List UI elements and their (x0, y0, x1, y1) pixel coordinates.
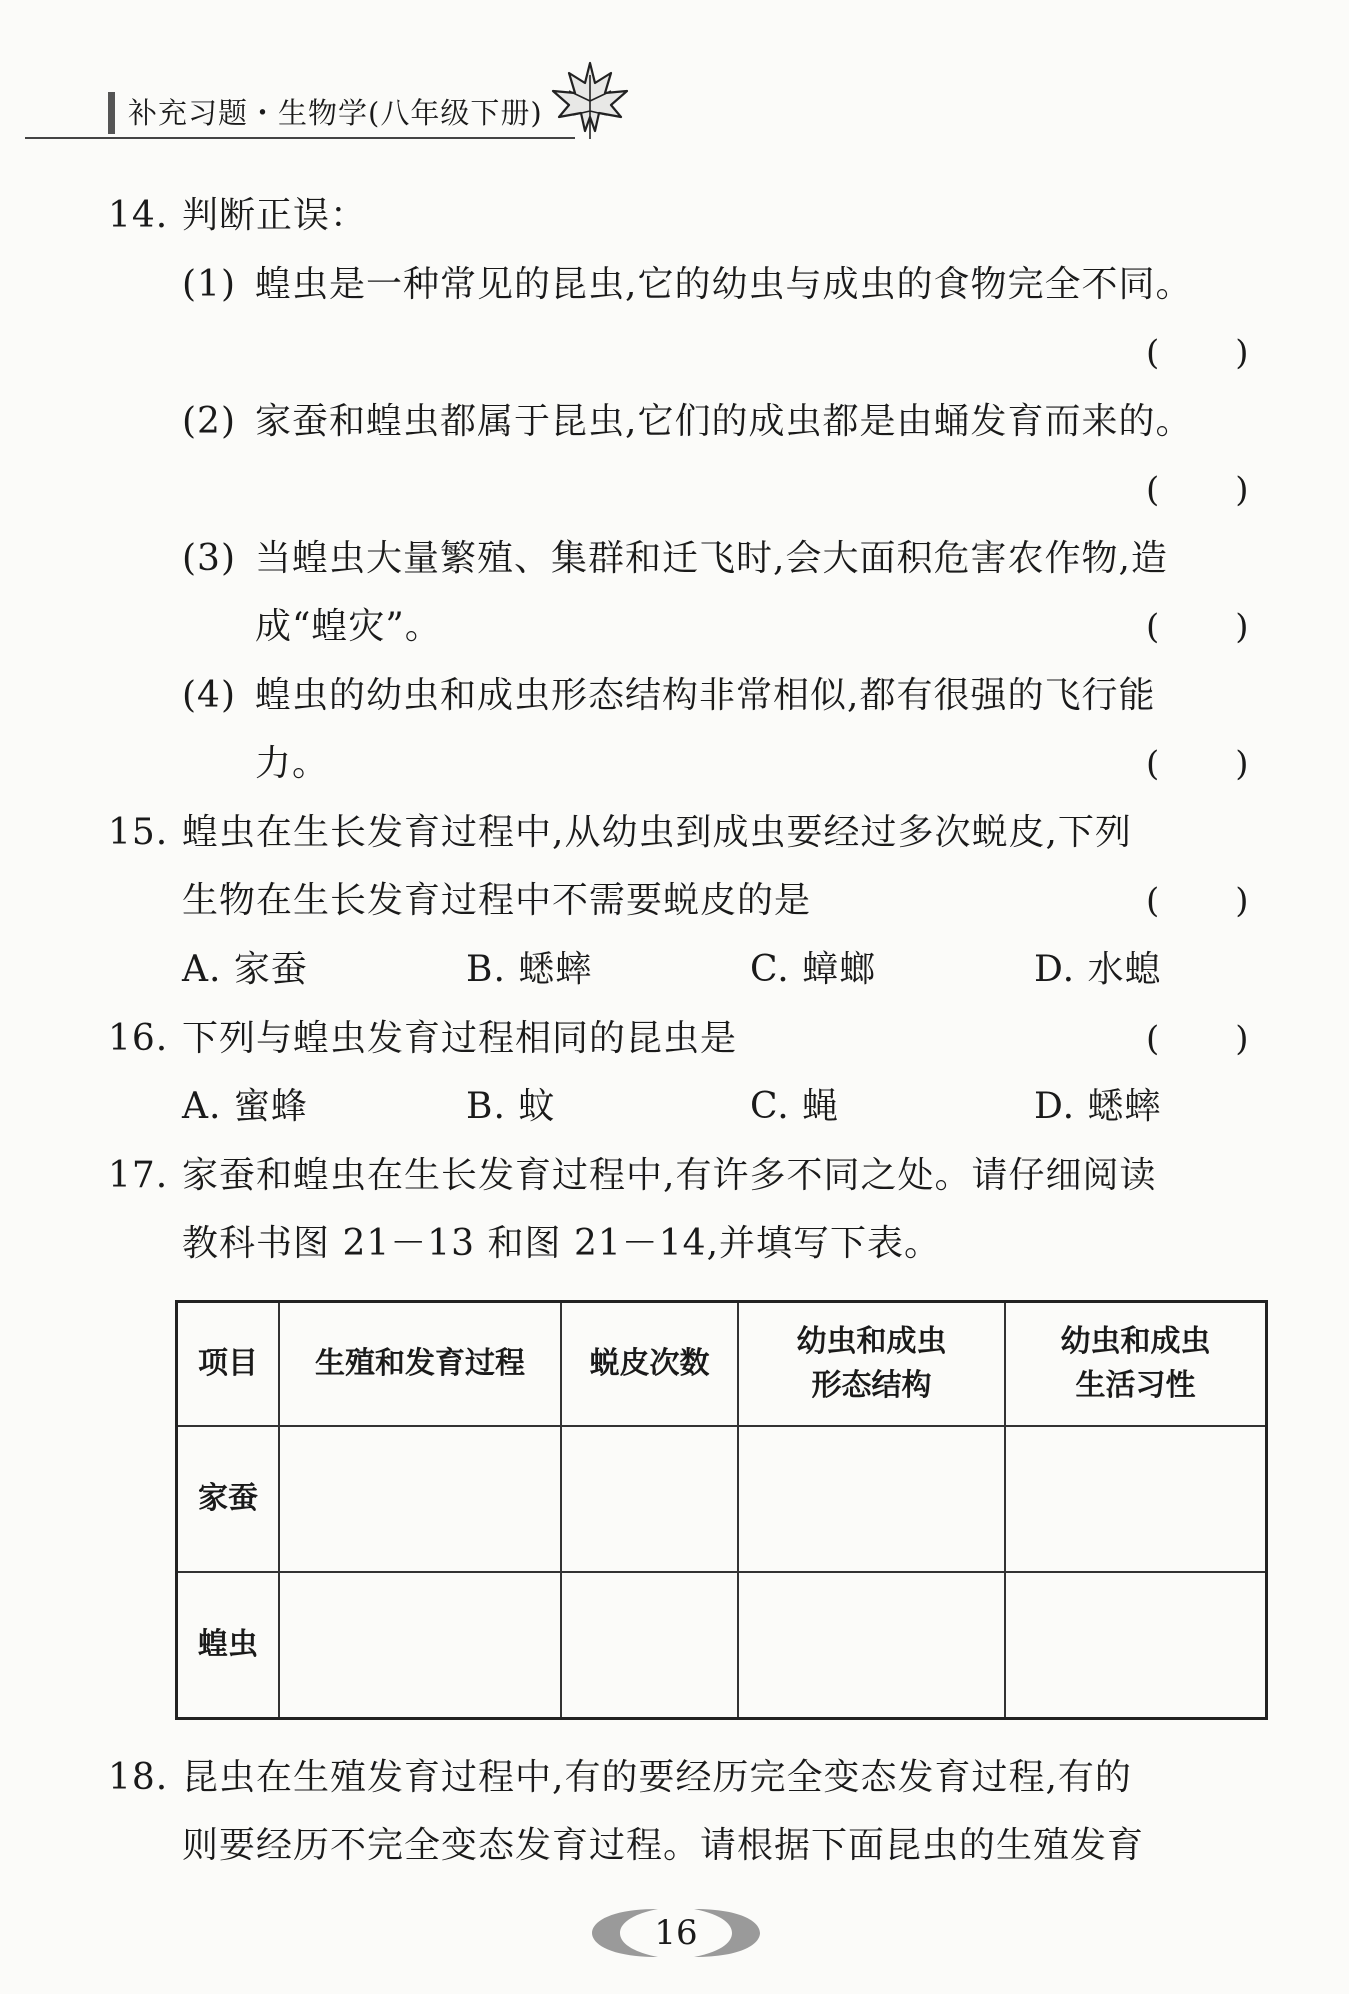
q16-text: 下列与蝗虫发育过程相同的昆虫是 (182, 1018, 738, 1059)
q14-4-text-line2: 力。 (255, 743, 330, 784)
table-cell-locust-habits[interactable] (1005, 1572, 1267, 1718)
q14-2-text: 家蚕和蝗虫都属于昆虫,它们的成虫都是由蛹发育而来的。 (255, 401, 1193, 442)
q16-option-a[interactable]: A. 蜜蜂 (182, 1086, 308, 1127)
table-cell-silkworm-habits[interactable] (1005, 1426, 1267, 1572)
q15-option-a[interactable]: A. 家蚕 (182, 949, 308, 990)
q16-option-d[interactable]: D. 蟋蟀 (1034, 1086, 1162, 1127)
table-header-molts: 蜕皮次数 (561, 1302, 738, 1426)
q14-1-number: (1) (182, 264, 236, 305)
table-header-item: 项目 (177, 1302, 280, 1426)
q15-answer-blank[interactable]: ( ) (1146, 881, 1249, 921)
q15-option-b[interactable]: B. 蟋蟀 (466, 949, 593, 990)
q18-number: 18. (108, 1757, 169, 1798)
book-title: 补充习题・生物学(八年级下册) (128, 96, 543, 130)
q14-2-answer-blank[interactable]: ( ) (1146, 470, 1249, 510)
q17-text-line2: 教科书图 21－13 和图 21－14,并填写下表。 (182, 1223, 942, 1264)
q16-number: 16. (108, 1018, 169, 1059)
q14-1-text: 蝗虫是一种常见的昆虫,它的幼虫与成虫的食物完全不同。 (255, 264, 1193, 305)
q14-3-number: (3) (182, 538, 236, 579)
q14-3-text-line1: 当蝗虫大量繁殖、集群和迁飞时,会大面积危害农作物,造 (255, 538, 1168, 579)
q14-1-answer-blank[interactable]: ( ) (1146, 333, 1249, 373)
q14-4-answer-blank[interactable]: ( ) (1146, 744, 1249, 784)
q16-option-b[interactable]: B. 蚊 (466, 1086, 556, 1127)
header-rule (25, 137, 575, 139)
table-header-process: 生殖和发育过程 (279, 1302, 561, 1426)
table-cell-silkworm-process[interactable] (279, 1426, 561, 1572)
q17-number: 17. (108, 1155, 169, 1196)
header-bar (108, 92, 115, 134)
maple-leaf-icon (545, 55, 635, 145)
q14-3-text-line2: 成“蝗灾”。 (255, 606, 442, 647)
table-cell-locust-process[interactable] (279, 1572, 561, 1718)
q16-option-c[interactable]: C. 蝇 (750, 1086, 840, 1127)
table-cell-locust-morphology[interactable] (738, 1572, 1005, 1718)
table-row-silkworm-label: 家蚕 (177, 1426, 280, 1572)
q15-text-line1: 蝗虫在生长发育过程中,从幼虫到成虫要经过多次蜕皮,下列 (182, 812, 1132, 853)
table-cell-silkworm-molts[interactable] (561, 1426, 738, 1572)
q15-text-line2: 生物在生长发育过程中不需要蜕皮的是 (182, 880, 812, 921)
table-row-locust-label: 蝗虫 (177, 1572, 280, 1718)
development-table (175, 1300, 1268, 1720)
q17-text-line1: 家蚕和蝗虫在生长发育过程中,有许多不同之处。请仔细阅读 (182, 1155, 1157, 1196)
q15-number: 15. (108, 812, 169, 853)
q15-option-c[interactable]: C. 蟑螂 (750, 949, 877, 990)
table-cell-locust-molts[interactable] (561, 1572, 738, 1718)
q14-4-text-line1: 蝗虫的幼虫和成虫形态结构非常相似,都有很强的飞行能 (255, 675, 1156, 716)
q14-number: 14. (108, 195, 169, 236)
table-header-morphology: 幼虫和成虫 形态结构 (738, 1302, 1005, 1426)
q14-4-number: (4) (182, 675, 236, 716)
q15-option-d[interactable]: D. 水螅 (1034, 949, 1162, 990)
q14-2-number: (2) (182, 401, 236, 442)
page-number: 16 (654, 1913, 698, 1953)
q18-text-line2: 则要经历不完全变态发育过程。请根据下面昆虫的生殖发育 (182, 1825, 1145, 1866)
q14-stem: 判断正误： (182, 195, 368, 236)
q18-text-line1: 昆虫在生殖发育过程中,有的要经历完全变态发育过程,有的 (182, 1757, 1132, 1798)
q14-3-answer-blank[interactable]: ( ) (1146, 607, 1249, 647)
table-cell-silkworm-morphology[interactable] (738, 1426, 1005, 1572)
q16-answer-blank[interactable]: ( ) (1146, 1019, 1249, 1059)
table-header-habits: 幼虫和成虫 生活习性 (1005, 1302, 1267, 1426)
